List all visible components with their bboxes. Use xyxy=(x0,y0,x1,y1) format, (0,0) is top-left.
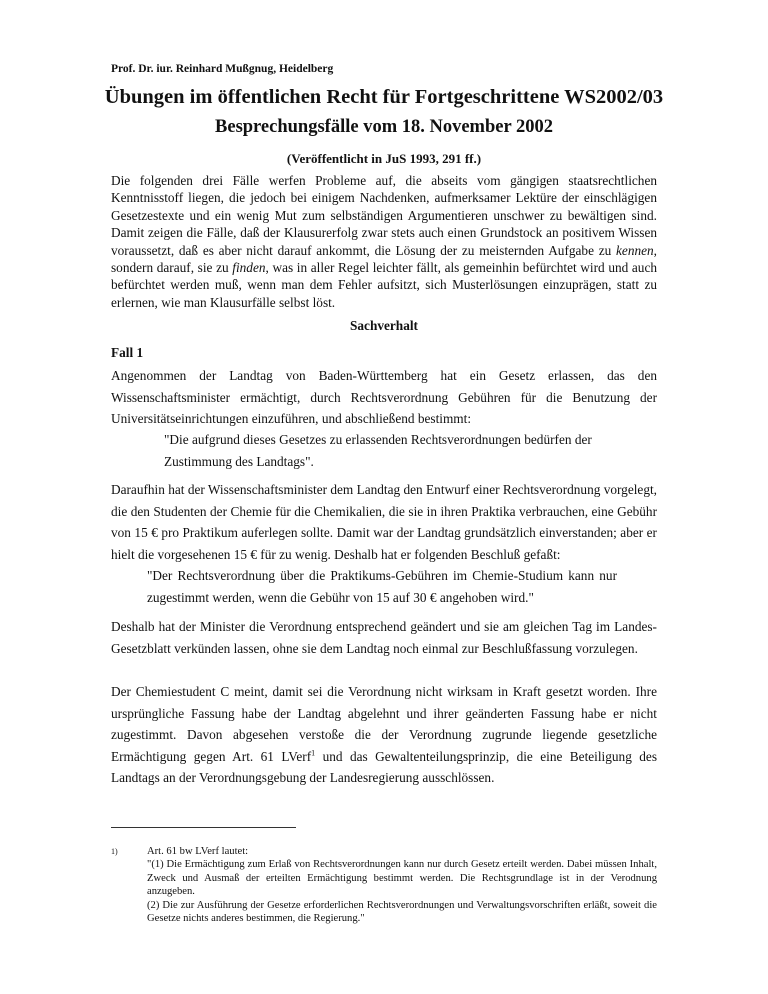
footnote-para-1: "(1) Die Ermächtigung zum Erlaß von Rechtsverordnungen kann nur durch Gesetz erteilt werden. Dabei müssen Inhalt, Zweck und Ausmaß der erteilten Ermächtigung bestimmt werden. Die Rechtsgrundlage ist in der Verodnung anzugeben. xyxy=(147,859,657,898)
case-paragraph-2: Daraufhin hat der Wissenschaftsminister dem Landtag den Entwurf einer Rechtsverordnung vorgelegt, die den Studenten der Chemie für die Chemikalien, die sie in ihren Praktika verbrauchen, eine Gebühr von 15 € pro Praktikum auferlegen sollte. Damit war der Landtag grundsätzlich einverstanden; aber er hielt die vorgesehenen 15 € für zu wenig. Deshalb hat er folgenden Beschluß gefaßt: xyxy=(111,482,657,562)
case-paragraph-3: Deshalb hat der Minister die Verordnung entsprechend geändert und sie am gleichen Tag im Landes-Gesetzblatt verkünden lassen, ohne sie dem Landtag noch einmal zur Beschlußfassung vorzulegen. xyxy=(111,619,657,656)
case-paragraph-4-text-b: und das Gewaltenteilungsprinzip, die eine Beteiligung des Landtags an der Verordnungsgebung der Landesregierung ausschlössen. xyxy=(111,748,657,786)
footnote-text xyxy=(147,845,657,925)
publication-note: (Veröffentlicht in JuS 1993, 291 ff.) xyxy=(286,151,482,166)
case-quote-1: "Die aufgrund dieses Gesetzes zu erlassenden Rechtsverordnungen bedürfen der Zustimmung des Landtags". xyxy=(164,432,592,469)
intro-text-3: , was in aller Regel leichter fällt, als gemeinhin befürchtet wird und auch befürchtet werden muß, wenn man dem Fehler aufsitzt, sich Musterlösungen einzuprägen, statt zu erlernen, wie man Klausurfälle selbst löst. xyxy=(111,260,657,310)
case-quote-2: "Der Rechtsverordnung über die Praktikums-Gebühren im Chemie-Studium kann nur zugestimmt werden, wenn die Gebühr von 15 auf 30 € angehoben wird." xyxy=(147,568,617,605)
case-heading: Fall 1 xyxy=(111,345,144,360)
intro-text-2: , sondern darauf, sie zu xyxy=(111,242,657,276)
footnote-intro: Art. 61 bw LVerf lautet: xyxy=(147,846,249,857)
intro-emphasis-finden: finden xyxy=(232,260,266,276)
intro-emphasis-kennen: kennen xyxy=(616,242,654,258)
case-paragraph-1: Angenommen der Landtag von Baden-Württemberg hat ein Gesetz erlassen, das den Wissenschaftsminister ermächtigt, durch Rechtsverordnung Gebühren für die Benutzung der Universitätseinrichtungen einzuführen, und abschließend bestimmt: xyxy=(111,368,657,427)
footnote-para-2: (2) Die zur Ausführung der Gesetze erforderlichen Rechtsverordnungen und Verwaltungsvorschriften erläßt, soweit die Gesetze nichts anderes bestimmen, die Regierung." xyxy=(147,899,657,925)
footnote-marker: 1) xyxy=(111,847,118,856)
footnote-reference[interactable]: 1 xyxy=(311,748,316,758)
case-paragraph-4 xyxy=(111,681,657,789)
section-heading: Sachverhalt xyxy=(350,318,418,333)
intro-paragraph xyxy=(111,172,657,311)
author-line: Prof. Dr. iur. Reinhard Mußgnug, Heidelberg xyxy=(111,63,334,75)
document-title: Übungen im öffentlichen Recht für Fortgeschrittene WS2002/03 xyxy=(104,86,664,108)
footnote-divider xyxy=(111,827,296,828)
case-paragraph-4-text-a: Der Chemiestudent C meint, damit sei die Verordnung nicht wirksam in Kraft gesetzt worden. Ihre ursprüngliche Fassung habe der Landtag abgelehnt und ihrer geänderten Fassung habe er nicht zugestimmt. Davon abgesehen verstoße die der Verordnung zugrunde liegende gesetzliche Ermächtigung gegen Art. 61 LVerf xyxy=(111,684,657,764)
intro-text-1: Die folgenden drei Fälle werfen Probleme auf, die abseits vom gängigen staatsrechtlichen Kenntnisstoff liegen, die jedoch bei einigem Nachdenken, aufmerksamer Lektüre der einschlägigen Gesetzestexte und ein wenig Mut zum selbständigen Argumentieren unschwer zu bewältigen sind. Damit zeigen die Fälle, daß der Klausurerfolg zwar stets auch einen Grundstock an positivem Wissen voraussetzt, daß es aber nicht darauf ankommt, die Lösung der zu meisternden Aufgabe zu xyxy=(111,173,657,258)
document-subtitle: Besprechungsfälle vom 18. November 2002 xyxy=(215,117,553,137)
